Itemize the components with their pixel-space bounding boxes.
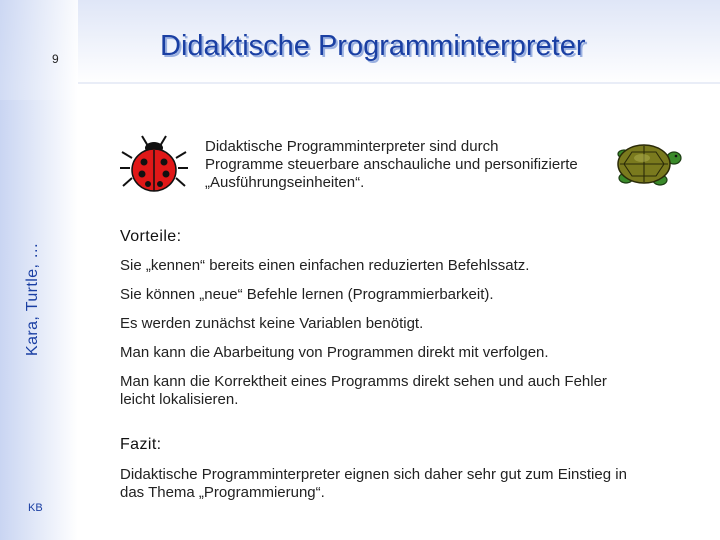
advantage-item <box>120 257 680 275</box>
intro-text <box>205 138 605 192</box>
advantage-text: Sie können „neue“ Befehle lernen (Programmierbarkeit). <box>120 286 494 303</box>
conclusion-line: Didaktische Programminterpreter eignen sich daher sehr gut zum Einstieg in <box>120 466 627 483</box>
advantage-item <box>120 315 680 333</box>
advantages-heading: Vorteile: <box>120 228 182 245</box>
ladybug-icon <box>118 134 190 194</box>
conclusion-heading: Fazit: <box>120 436 162 453</box>
advantage-item <box>120 286 680 304</box>
page-number: 9 <box>52 52 59 66</box>
turtle-icon <box>612 140 682 186</box>
advantage-text: Sie „kennen“ bereits einen einfachen reduzierten Befehlssatz. <box>120 257 530 274</box>
conclusion-line: das Thema „Programmierung“. <box>120 484 325 501</box>
author-initials: KB <box>28 502 43 514</box>
slide-title: Didaktische Programminterpreter <box>160 30 586 62</box>
conclusion-text <box>120 466 680 502</box>
intro-line: Programme steuerbare anschauliche und personifizierte <box>205 156 578 173</box>
advantage-text: leicht lokalisieren. <box>120 391 239 408</box>
advantage-text: Man kann die Korrektheit eines Programms direkt sehen und auch Fehler <box>120 373 607 390</box>
advantage-item <box>120 344 680 362</box>
advantage-item <box>120 373 680 409</box>
intro-line: „Ausführungseinheiten“. <box>205 174 365 191</box>
advantage-text: Man kann die Abarbeitung von Programmen direkt mit verfolgen. <box>120 344 549 361</box>
header-divider <box>78 82 720 84</box>
advantage-text: Es werden zunächst keine Variablen benötigt. <box>120 315 424 332</box>
intro-line: Didaktische Programminterpreter sind durch <box>205 138 499 155</box>
side-label: Kara, Turtle, … <box>24 242 41 356</box>
